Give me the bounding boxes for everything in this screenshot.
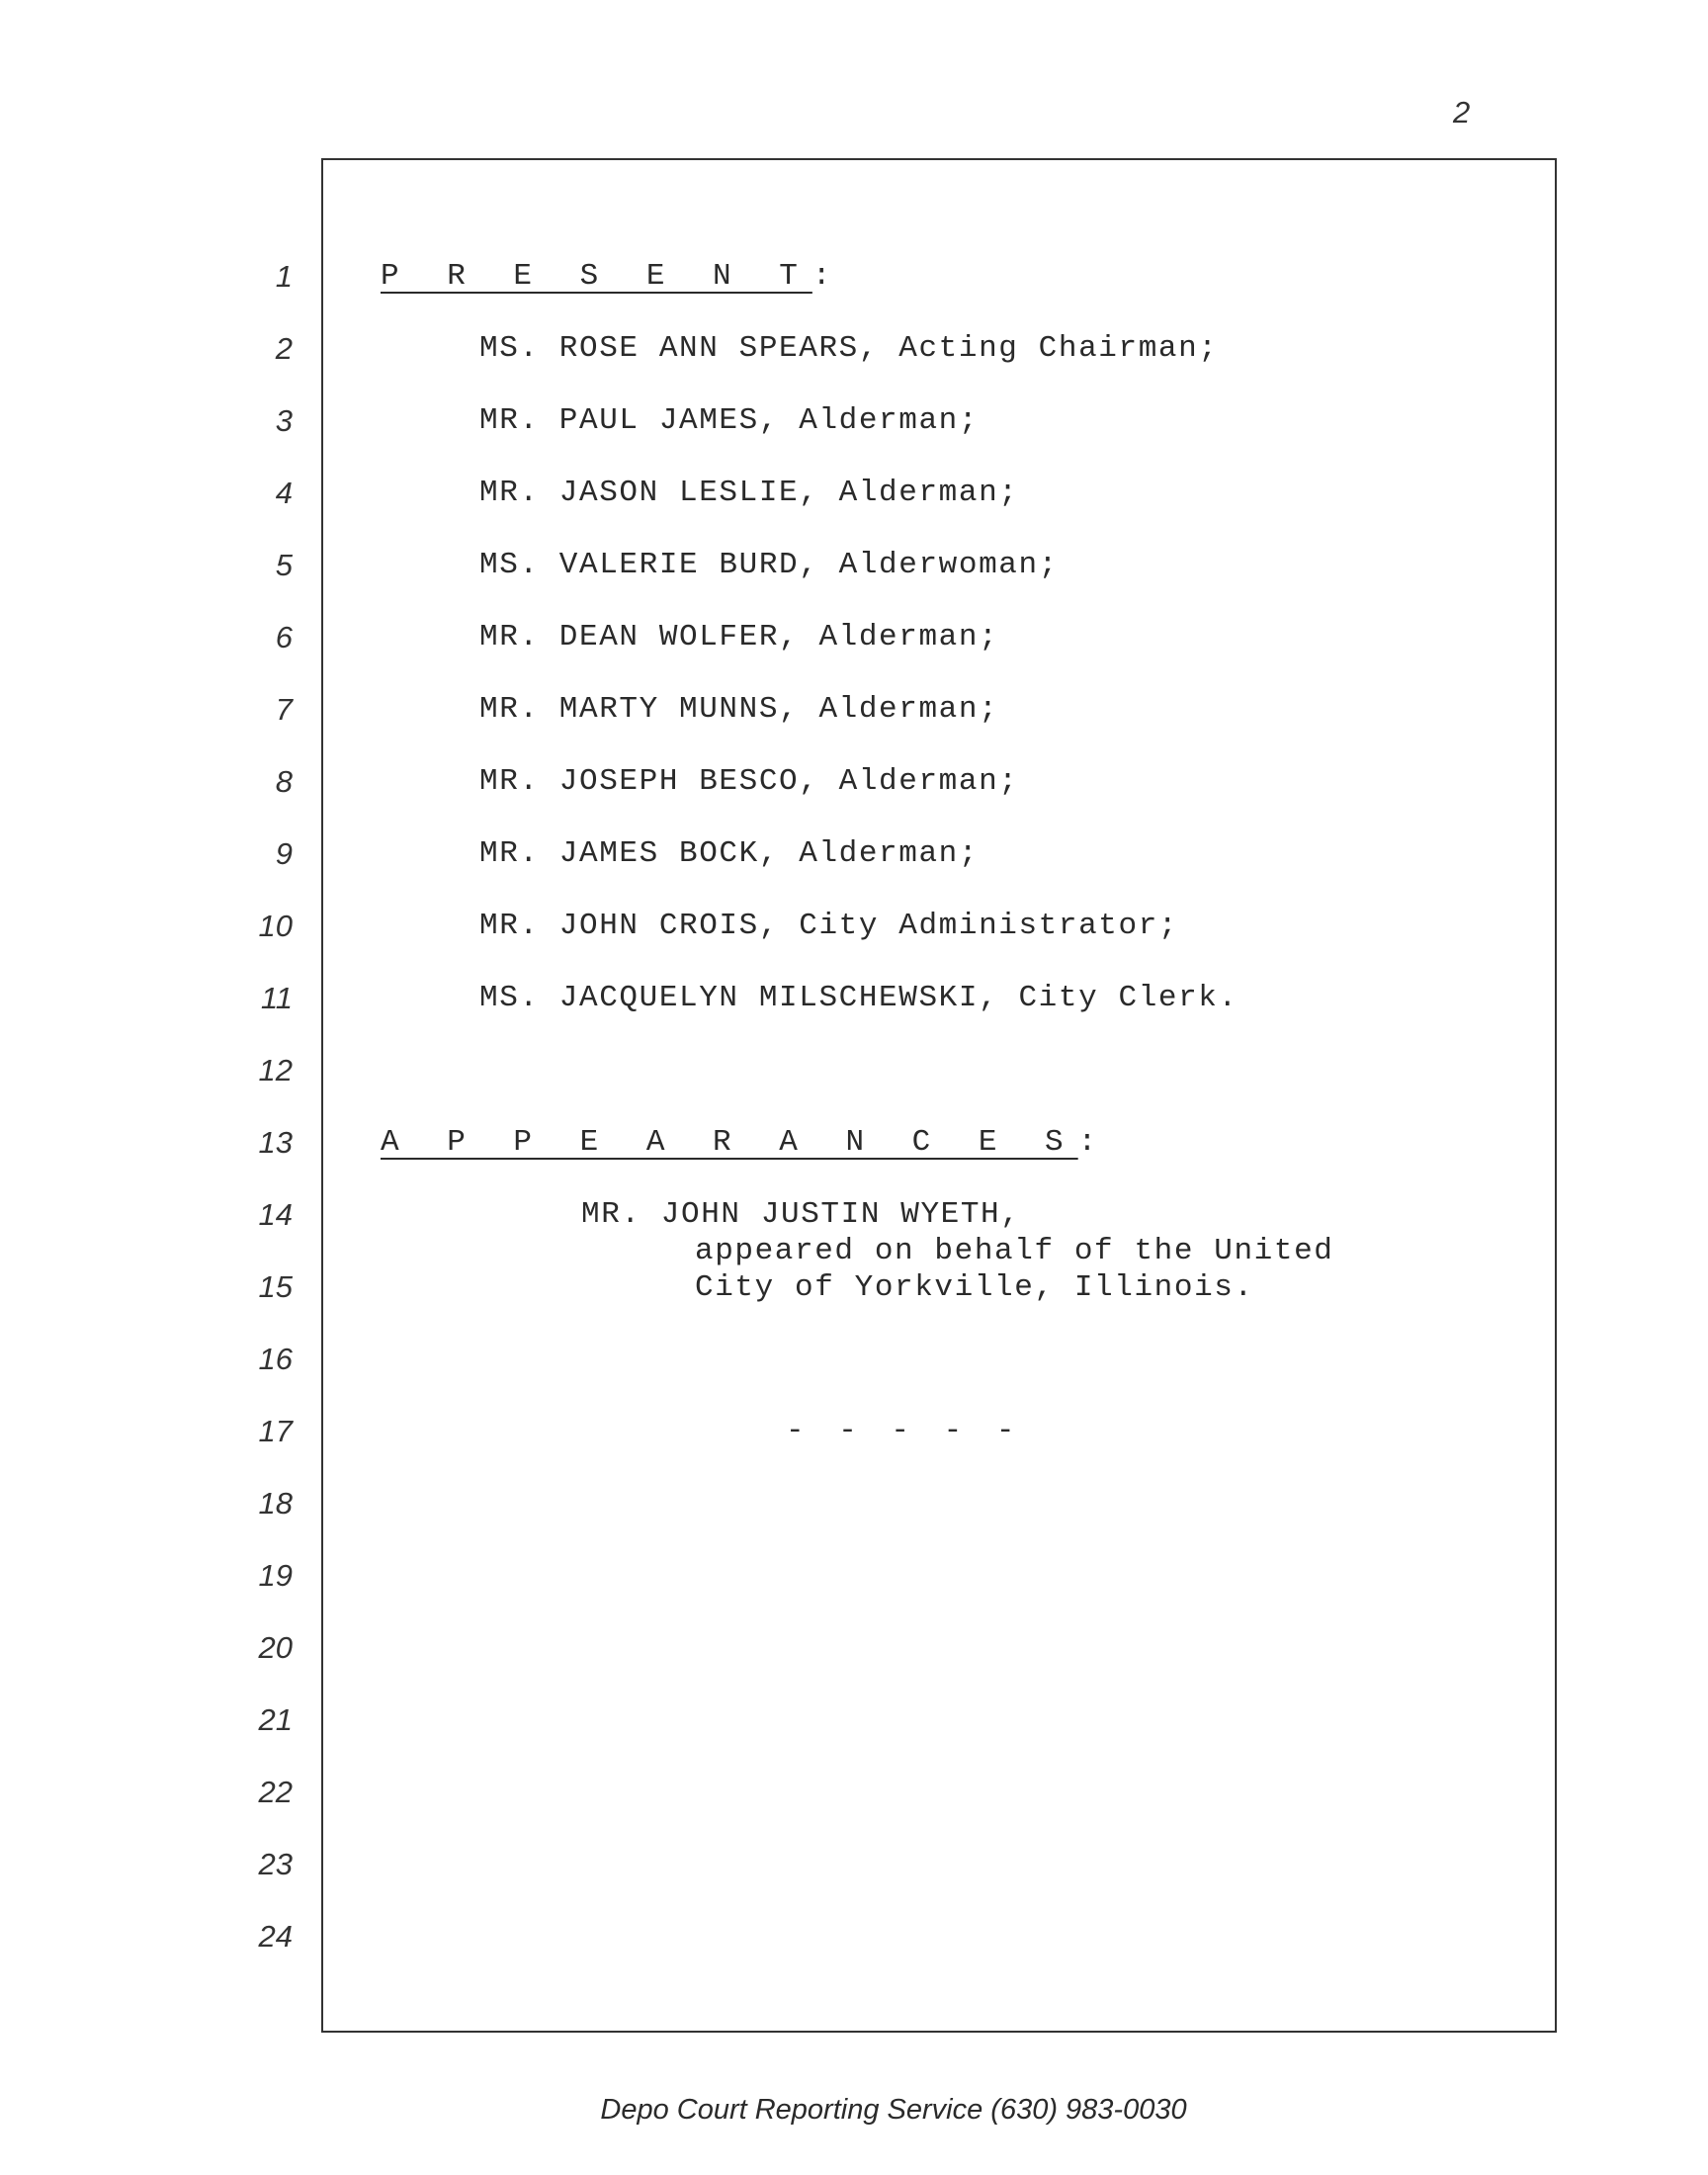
present-heading-text: P R E S E N T: [381, 259, 812, 294]
line-number: 15: [258, 1269, 293, 1304]
page-number: 2: [1453, 95, 1471, 130]
line-number: 13: [258, 1125, 293, 1160]
line-number: 12: [258, 1053, 293, 1088]
line-number: 18: [258, 1486, 293, 1521]
line-number: 8: [275, 764, 293, 799]
attendee-line: MS. JACQUELYN MILSCHEWSKI, City Clerk.: [479, 981, 1238, 1015]
line-number: 5: [275, 548, 293, 582]
attendee-line: MR. MARTY MUNNS, Alderman;: [479, 692, 999, 727]
line-number: 21: [258, 1702, 293, 1737]
line-number: 20: [258, 1630, 293, 1665]
appearance-name: MR. JOHN JUSTIN WYETH,: [581, 1197, 1021, 1232]
line-number: 10: [258, 909, 293, 943]
present-heading-colon: :: [811, 259, 846, 294]
line-number: 17: [258, 1414, 293, 1448]
transcript-frame: [321, 158, 1557, 2033]
line-number: 22: [258, 1775, 293, 1809]
attendee-line: MS. VALERIE BURD, Alderwoman;: [479, 548, 1059, 582]
line-number: 7: [275, 692, 293, 727]
attendee-line: MR. PAUL JAMES, Alderman;: [479, 403, 980, 438]
line-number: 1: [275, 259, 293, 294]
appearances-heading: [381, 1125, 1111, 1160]
attendee-line: MR. JAMES BOCK, Alderman;: [479, 836, 980, 871]
appearance-detail: appeared on behalf of the United: [695, 1234, 1334, 1268]
line-number: 4: [275, 476, 293, 510]
line-number: 19: [258, 1558, 293, 1593]
line-number: 9: [275, 836, 293, 871]
line-number: 6: [275, 620, 293, 654]
present-heading: [381, 259, 845, 294]
line-number: 14: [258, 1197, 293, 1232]
line-number: 11: [260, 981, 293, 1015]
line-number: 3: [275, 403, 293, 438]
attendee-line: MR. DEAN WOLFER, Alderman;: [479, 620, 999, 654]
line-number: 16: [258, 1342, 293, 1376]
appearance-detail: City of Yorkville, Illinois.: [695, 1270, 1254, 1305]
attendee-line: MR. JASON LESLIE, Alderman;: [479, 476, 1019, 510]
attendee-line: MS. ROSE ANN SPEARS, Acting Chairman;: [479, 331, 1219, 366]
line-number: 2: [275, 331, 293, 366]
footer-reporting-service: Depo Court Reporting Service (630) 983-0030: [600, 2094, 1187, 2126]
appearances-heading-text: A P P E A R A N C E S: [381, 1125, 1078, 1160]
appearances-heading-colon: :: [1077, 1125, 1112, 1160]
line-number: 23: [258, 1847, 293, 1881]
attendee-line: MR. JOSEPH BESCO, Alderman;: [479, 764, 1019, 799]
separator-dashes: - - - - -: [786, 1414, 1023, 1448]
line-number: 24: [258, 1919, 293, 1954]
attendee-line: MR. JOHN CROIS, City Administrator;: [479, 909, 1179, 943]
